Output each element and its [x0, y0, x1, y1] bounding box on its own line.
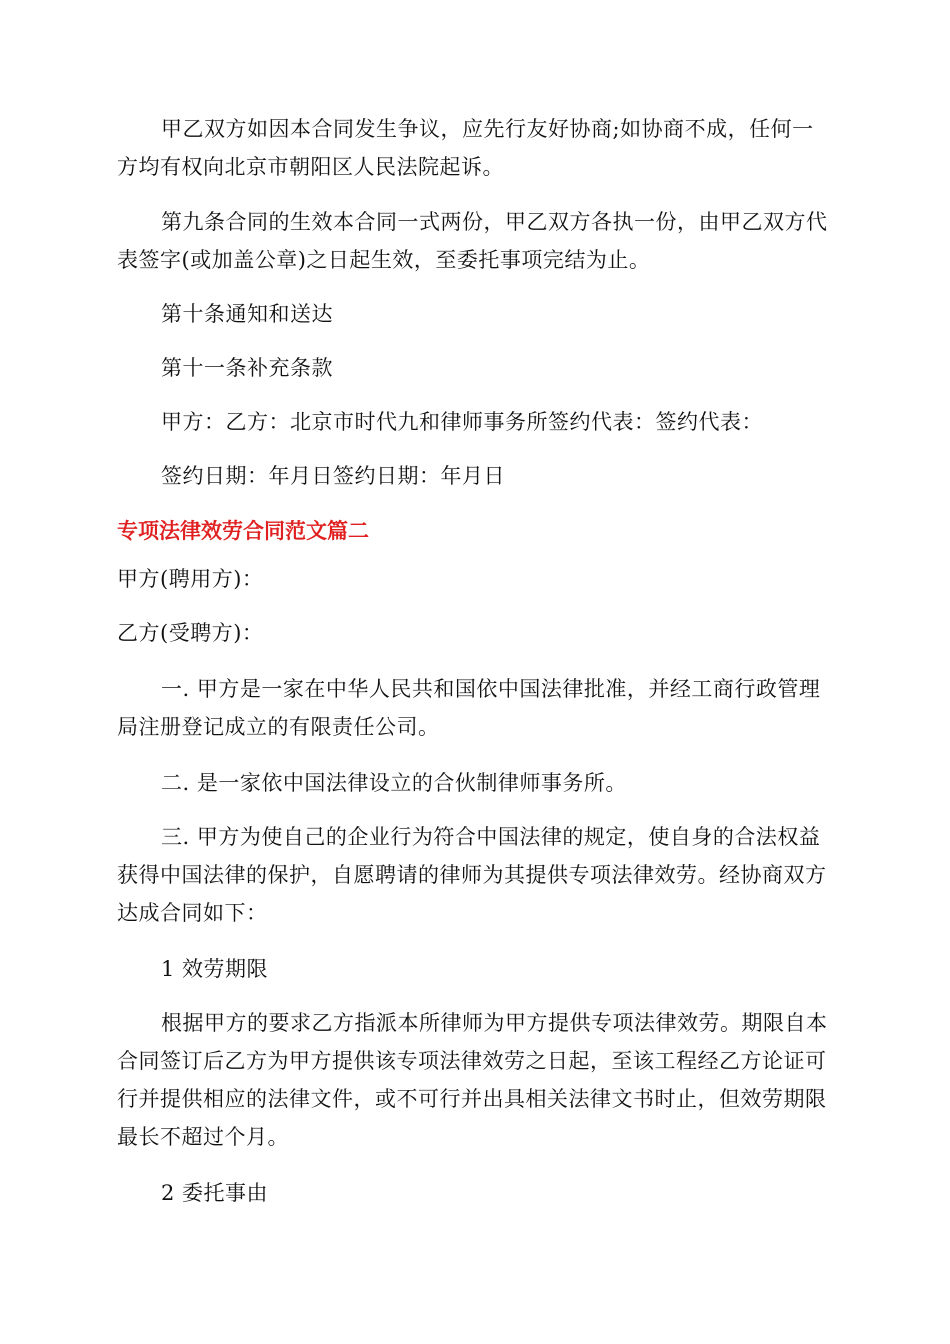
- paragraph-sign-date: 签约日期：年月日签约日期：年月日: [161, 464, 505, 488]
- paragraph-article-9: 第九条合同的生效本合同一式两份，甲乙双方各执一份，由甲乙双方代表签字(或加盖公章)之日起生效，至委托事项完结为止。: [117, 210, 828, 272]
- clause-one: 一. 甲方是一家在中华人民共和国依中国法律批准，并经工商行政管理局注册登记成立的有限责任公司。: [117, 677, 821, 739]
- section-heading: 专项法律效劳合同范文篇二: [117, 519, 369, 543]
- paragraph-dispute: 甲乙双方如因本合同发生争议，应先行友好协商;如协商不成，任何一方均有权向北京市朝阳区人民法院起诉。: [117, 117, 814, 179]
- party-b-line: 乙方(受聘方)：: [117, 621, 264, 645]
- item-entrusted-matter: 2 委托事由: [161, 1181, 269, 1205]
- paragraph-signatories: 甲方：乙方：北京市时代九和律师事务所签约代表：签约代表：: [161, 410, 763, 434]
- paragraph-service-term: 根据甲方的要求乙方指派本所律师为甲方提供专项法律效劳。期限自本合同签订后乙方为甲方提供该专项法律效劳之日起，至该工程经乙方论证可行并提供相应的法律文件，或不可行并出具相关法律文书时止，但效劳期限最长不超过个月。: [117, 1011, 828, 1149]
- clause-three: 三. 甲方为使自己的企业行为符合中国法律的规定，使自身的合法权益获得中国法律的保护，自愿聘请的律师为其提供专项法律效劳。经协商双方达成合同如下：: [117, 825, 827, 925]
- paragraph-article-11: 第十一条补充条款: [161, 356, 333, 380]
- party-a-line: 甲方(聘用方)：: [117, 567, 264, 591]
- clause-two: 二. 是一家依中国法律设立的合伙制律师事务所。: [161, 771, 627, 795]
- paragraph-article-10: 第十条通知和送达: [161, 302, 333, 326]
- item-service-term: 1 效劳期限: [161, 957, 269, 981]
